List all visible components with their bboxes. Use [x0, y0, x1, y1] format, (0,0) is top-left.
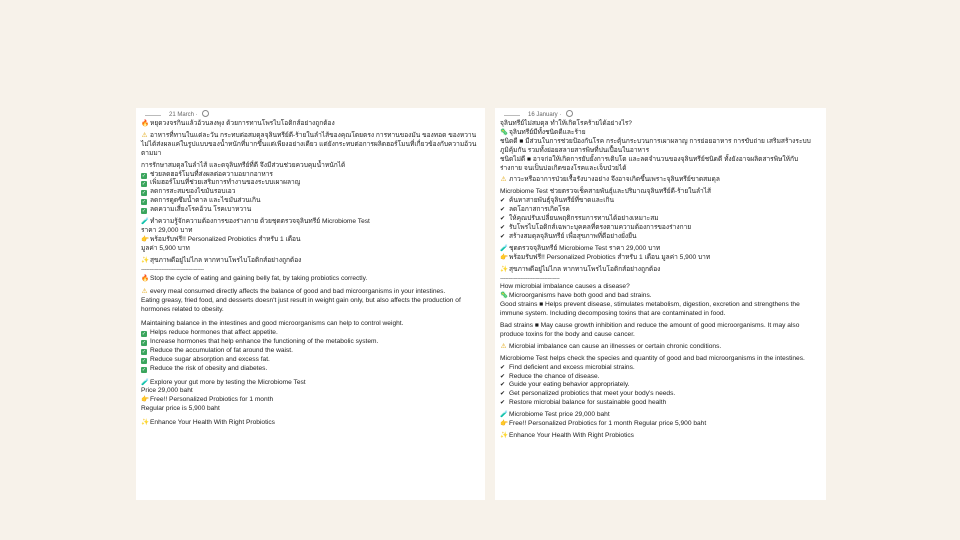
list-item: ✓ ลดการดูดซึมน้ำตาล และไขมันส่วนเกิน — [141, 197, 261, 206]
globe-icon — [566, 110, 573, 117]
test-tube-icon: 🧪 — [141, 378, 150, 386]
price-th: 🧪ชุดตรวจจุลินทรีย์ Microbiome Test ราคา 29,000 บาท — [500, 244, 661, 252]
list-item: ✓ Helps reduce hormones that affect appetite. — [141, 329, 278, 338]
check-icon: ✔ — [500, 198, 506, 205]
list-item: ✓ Reduce the accumulation of fat around the waist. — [141, 346, 293, 355]
list-item: ✓ เพิ่มฮอร์โมนที่ช่วยเสริมการทำงานของระบบเผาผลาญ — [141, 179, 301, 188]
price-en: 🧪Microbiome Test price 29,000 baht — [500, 411, 610, 419]
point-icon: 👉 — [141, 396, 150, 404]
post-title-en: 🔥Stop the cycle of eating and gaining belly fat, by taking probiotics correctly. — [141, 274, 368, 282]
regular-price-en: Regular price is 5,900 baht — [141, 405, 220, 413]
list-item: ✔ ค้นหาสายพันธุ์จุลินทรีย์ที่ขาดและเกิน — [500, 197, 615, 205]
separator: ----------------------------------- — [500, 274, 560, 282]
check-icon: ✔ — [500, 207, 506, 214]
list-item: ✔ Guide your eating behavior appropriately. — [500, 381, 630, 389]
warning-icon: ⚠ — [500, 342, 507, 350]
sparkle-icon: ✨ — [500, 432, 509, 439]
check-icon: ✓ — [141, 199, 147, 206]
benefit-list-th — [141, 171, 479, 216]
regular-price-th: มูลค่า 5,900 บาท — [141, 244, 190, 252]
sparkle-icon: ✨ — [141, 256, 150, 264]
test-tube-icon: 🧪 — [141, 218, 150, 226]
list-item: ✔ สร้างสมดุลจุลินทรีย์ เพื่อสุขภาพที่ดีอย่างยั่งยืน — [500, 232, 637, 240]
check-icon: ✓ — [141, 348, 147, 355]
check-icon: ✓ — [141, 366, 147, 373]
avatar[interactable] — [504, 108, 520, 116]
post-header — [500, 108, 820, 120]
check-icon: ✓ — [141, 181, 147, 188]
free-offer-th: 👉พร้อมรับฟรี!! Personalized Probiotics สำหรับ 1 เดือน — [141, 235, 301, 243]
check-icon: ✔ — [500, 233, 506, 240]
list-item: ✓ Increase hormones that help enhance the functioning of the metabolic system. — [141, 337, 379, 346]
check-icon: ✓ — [141, 339, 147, 346]
question-th: จุลินทรีย์ไม่สมดุล ทำให้เกิดโรคร้ายได้อย่างไร? — [500, 120, 632, 127]
post-title-th: 🔥หยุดวงจรกินแล้วอ้วนลงพุง ด้วยการทานโพรไบโอติกส์อย่างถูกต้อง — [141, 120, 335, 127]
free-offer-en: 👉Free!! Personalized Probiotics for 1 month — [141, 396, 274, 404]
health-line-th: ✨สุขภาพดีอยู่ไม่ไกล หากทานโพรไบโอติกส์อย่างถูกต้อง — [500, 265, 661, 273]
microbiome-test-en: Microbiome Test helps check the species and quantity of good and bad microorganisms in the intestines. — [500, 354, 805, 362]
bad-strains-th: ชนิดไม่ดี ■ อาจก่อให้เกิดการยับยั้งการเติบโต และลดจำนวนของจุลินทรีย์ชนิดดี ทั้งยังอาจผลิตสารพิษให้กับร่างกาย จนเป็นบ่อเกิดของโรคและเจ็บป่วยได้ — [500, 155, 799, 172]
sparkle-icon: ✨ — [141, 419, 150, 427]
point-icon: 👉 — [500, 420, 509, 428]
check-icon: ✓ — [141, 357, 147, 364]
separator: ------------------------------------- — [141, 265, 204, 273]
microbiome-test-th: Microbiome Test ช่วยตรวจเช็คสายพันธุ์และปริมาณจุลินทรีย์ดี-ร้ายในลำไส้ — [500, 188, 712, 196]
list-item: ✔ รับโพรไบโอติกส์เฉพาะบุคคลที่ตรงตามความต้องการของร่างกาย — [500, 223, 692, 231]
health-line-en: ✨Enhance Your Health With Right Probiotics — [500, 432, 634, 439]
check-icon: ✓ — [141, 190, 147, 197]
check-icon: ✓ — [141, 208, 147, 215]
avatar[interactable] — [145, 108, 161, 116]
list-item: ✓ ลดการสะสมของไขมันรอบเอว — [141, 188, 236, 197]
check-icon: ✔ — [500, 216, 506, 223]
paragraph: Maintaining balance in the intestines and good microorganisms can help to control weight. — [141, 320, 404, 328]
test-tube-icon: 🧪 — [500, 244, 509, 252]
warning-icon: ⚠ — [141, 288, 148, 296]
list-item: ✓ ช่วยลดฮอร์โมนที่ส่งผลต่อความอยากอาหาร — [141, 170, 273, 179]
benefit-list-th — [500, 197, 820, 242]
microbe-icon: 🦠 — [500, 128, 509, 136]
benefit-list-en — [500, 364, 820, 409]
health-line-th: ✨สุขภาพดีอยู่ไม่ไกล หากทานโพรไบโอติกส์อย่างถูกต้อง — [141, 256, 302, 264]
both-strains-en: 🦠Microorganisms have both good and bad strains. — [500, 292, 652, 300]
free-offer-en: 👉Free!! Personalized Probiotics for 1 month Regular price 5,900 baht — [500, 420, 707, 428]
list-item: ✔ Get personalized probiotics that meet your body's needs. — [500, 390, 676, 398]
point-icon: 👉 — [500, 253, 509, 261]
list-item: ✓ ลดความเสี่ยงโรคอ้วน โรคเบาหวาน — [141, 206, 252, 215]
fire-icon: 🔥 — [141, 274, 150, 282]
check-icon: ✔ — [500, 373, 506, 380]
test-offer-th: 🧪ทำความรู้จักความต้องการของร่างกาย ด้วยชุดตรวจจุลินทรีย์ Microbiome Test — [141, 218, 370, 226]
post-body — [141, 120, 479, 428]
paragraph: การรักษาสมดุลในลำไส้ และดจุลินทรีย์ที่ดี จึงมีส่วนช่วยควบคุมน้ำหนักได้ — [141, 161, 346, 169]
list-item: ✔ ลดโอกาสการเกิดโรค — [500, 206, 570, 214]
check-icon: ✔ — [500, 391, 506, 398]
test-tube-icon: 🧪 — [500, 411, 509, 419]
globe-icon — [202, 110, 209, 117]
post-card-right — [495, 108, 826, 500]
warning-th: ⚠ ภาวะหรืออาการป่วยเรื้อรังบางอย่าง จึงอาจเกิดขึ้นเพราะจุลินทรีย์ขาดสมดุล — [500, 176, 720, 184]
list-item: ✔ Restore microbial balance for sustainable good health — [500, 399, 667, 407]
both-strains-th: 🦠จุลินทรีย์มีทั้งชนิดดีและร้าย — [500, 128, 586, 136]
list-item: ✓ Reduce the risk of obesity and diabetes. — [141, 364, 268, 373]
paragraph: ⚠ every meal consumed directly affects the balance of good and bad microorganisms in your intestines. — [141, 288, 446, 296]
post-card-left — [136, 108, 485, 500]
warning-en: ⚠ Microbial imbalance can cause an illnesses or certain chronic conditions. — [500, 342, 722, 350]
microbe-icon: 🦠 — [500, 292, 509, 300]
test-offer-en: 🧪Explore your gut more by testing the Microbiome Test — [141, 378, 306, 386]
post-date[interactable]: 21 March · — [169, 110, 209, 118]
good-strains-en: Good strains ■ Helps prevent disease, stimulates metabolism, digestion, excretion and strengthens the immune system. Including decomposing toxins that are contaminated in food. — [500, 301, 800, 318]
post-body — [500, 120, 820, 441]
warning-icon: ⚠ — [500, 176, 507, 184]
price-th: ราคา 29,000 บาท — [141, 226, 193, 234]
paragraph: ⚠ อาหารที่ทานในแต่ละวัน กระทบต่อสมดุลจุลินทรีย์ดี-ร้ายในลำไส้ของคุณโดยตรง การทานของมัน ของทอด ของหวาน ไม่ได้ส่งผลแค่ในรูปแบบของน้ำหนักที่มากขึ้นแต่เพียงอย่างเดียว แต่ยังกระทบต่อการผลิตฮอร์โมนที่เกี่ยวข้องกับความอ้วนตามมา — [141, 131, 477, 157]
price-en: Price 29,000 baht — [141, 387, 193, 395]
health-line-en: ✨Enhance Your Health With Right Probiotics — [141, 419, 275, 427]
free-offer-th: 👉พร้อมรับฟรี!! Personalized Probiotics สำหรับ 1 เดือน มูลค่า 5,900 บาท — [500, 253, 711, 261]
benefit-list-en — [141, 329, 479, 374]
fire-icon: 🔥 — [141, 120, 150, 127]
check-icon: ✓ — [141, 172, 147, 179]
good-strains-th: ชนิดดี ■ มีส่วนในการช่วยป้องกันโรค กระตุ้นกระบวนการเผาผลาญ การย่อยอาหาร การขับถ่าย เสริมสร้างระบบภูมิคุ้มกัน รวมทั้งย่อยสลายสารพิษที่ปนเปื้อนในอาหาร — [500, 137, 811, 154]
post-date[interactable]: 16 January · — [528, 110, 573, 118]
check-icon: ✓ — [141, 331, 147, 338]
check-icon: ✔ — [500, 364, 506, 371]
sparkle-icon: ✨ — [500, 265, 509, 273]
list-item: ✔ Find deficient and excess microbial strains. — [500, 363, 635, 371]
warning-icon: ⚠ — [141, 131, 148, 139]
point-icon: 👉 — [141, 235, 150, 243]
list-item: ✓ Reduce sugar absorption and excess fat. — [141, 355, 270, 364]
check-icon: ✔ — [500, 400, 506, 407]
list-item: ✔ ให้คุณปรับเปลี่ยนพฤติกรรมการทานได้อย่างเหมาะสม — [500, 215, 659, 223]
paragraph: Eating greasy, fried food, and desserts doesn't just result in weight gain only, but also affects the production of hormones related to obesity. — [141, 297, 461, 314]
question-en: How microbial imbalance causes a disease? — [500, 283, 630, 291]
list-item: ✔ Reduce the chance of disease. — [500, 372, 600, 380]
post-header — [141, 108, 479, 120]
check-icon: ✔ — [500, 224, 506, 231]
check-icon: ✔ — [500, 382, 506, 389]
bad-strains-en: Bad strains ■ May cause growth inhibition and reduce the amount of good microorganisms. It may also produce toxins for the body and cause cancer. — [500, 322, 800, 338]
